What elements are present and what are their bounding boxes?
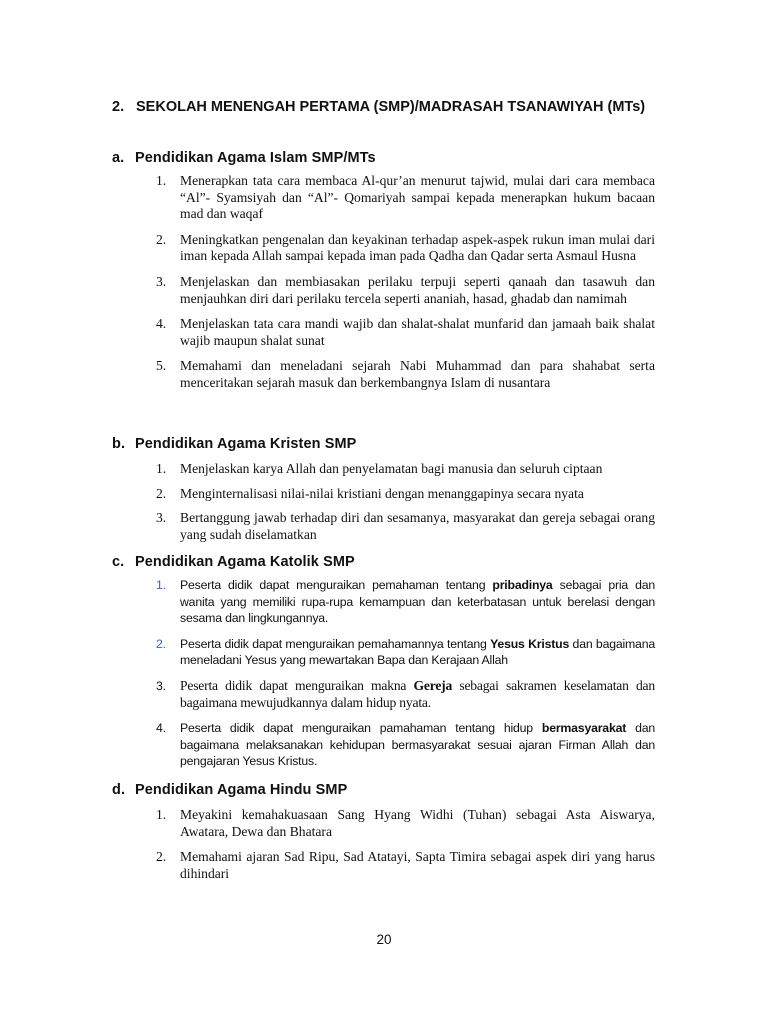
item-number: 2.	[156, 231, 167, 247]
page-number: 20	[376, 932, 392, 947]
item-number: 2.	[156, 849, 167, 865]
item-text: Memahami ajaran Sad Ripu, Sad Atatayi, Sapta Timira sebagai aspek diri yang harus dihindari	[180, 849, 655, 881]
item-text-pre: Peserta didik dapat menguraikan pemahaman tentang	[180, 578, 493, 592]
item-list	[112, 173, 672, 392]
section-title	[112, 435, 672, 453]
section-islam	[112, 149, 672, 392]
item-text: Meyakini kemahakuasaan Sang Hyang Widhi (Tuhan) sebagai Asta Aiswarya, Awatara, Dewa dan Bhatara	[180, 807, 655, 839]
section-label: Pendidikan Agama Hindu SMP	[135, 782, 348, 798]
list-item	[112, 849, 655, 882]
list-item	[112, 577, 655, 627]
item-text: Menjelaskan karya Allah dan penyelamatan bagi manusia dan seluruh ciptaan	[180, 461, 603, 476]
item-number: 1.	[156, 173, 167, 188]
section-letter: b.	[112, 436, 126, 452]
item-number: 1.	[156, 807, 167, 822]
list-item	[112, 316, 655, 349]
item-text: Menjelaskan dan membiasakan perilaku terpuji seperti qanaah dan tasawuh dan menjauhkan diri dari perilaku tercela seperti ananiah, hasad, ghadab dan namimah	[180, 273, 655, 306]
list-item	[112, 461, 655, 478]
item-text: Menjelaskan tata cara mandi wajib dan shalat-shalat munfarid dan jamaah baik shalat wajib maupun shalat sunat	[180, 316, 655, 348]
item-text-pre: Peserta didik dapat menguraikan pemahamannya tentang	[180, 636, 491, 651]
item-list	[112, 461, 672, 543]
item-text-post: sebagai sakramen keselamatan dan bagaimana mewujudkannya dalam hidup nyata.	[180, 677, 655, 710]
section-letter: c.	[112, 554, 125, 570]
item-text: Menginternalisasi nilai-nilai kristiani dengan menanggapinya secara nyata	[180, 485, 584, 501]
item-text-pre: Peserta didik dapat menguraikan makna	[180, 677, 414, 693]
list-item	[112, 486, 655, 503]
list-item	[112, 173, 655, 223]
section-title	[112, 553, 672, 571]
item-text-bold: bermasyarakat	[541, 721, 627, 736]
item-number: 3.	[156, 273, 167, 289]
item-text: Memahami dan meneladani sejarah Nabi Muhammad dan para shahabat serta menceritakan sejarah masuk dan berkembangnya Islam di nusantara	[180, 358, 655, 390]
heading-text: SEKOLAH MENENGAH PERTAMA (SMP)/MADRASAH TSANAWIYAH (MTs)	[136, 99, 646, 115]
item-text: Meningkatkan pengenalan dan keyakinan terhadap aspek-aspek rukun iman mulai dari iman kepada Allah sampai kepada iman pada Qadha dan Qadar serta Asmaul Husna	[180, 231, 655, 264]
list-item	[112, 358, 655, 391]
section-letter: d.	[112, 782, 126, 798]
item-number: 4.	[156, 316, 167, 332]
item-number: 2.	[156, 636, 166, 651]
section-label: Pendidikan Agama Islam SMP/MTs	[135, 150, 376, 166]
section-title	[112, 781, 672, 799]
section-hindu	[112, 781, 672, 882]
heading-number: 2.	[112, 99, 125, 115]
item-text-pre: Peserta didik dapat menguraikan pamahaman tentang hidup	[180, 721, 542, 736]
list-item	[112, 274, 655, 307]
item-text-bold: Yesus Kristus	[490, 636, 570, 651]
item-list	[112, 807, 672, 882]
item-number: 1.	[156, 461, 167, 476]
item-text-bold: Gereja	[413, 677, 453, 693]
item-text: Bertanggung jawab terhadap diri dan sesamanya, masyarakat dan gereja sebagai orang yang sudah diselamatkan	[180, 510, 655, 542]
item-text-bold: pribadinya	[492, 578, 553, 592]
item-number: 5.	[156, 358, 167, 374]
list-item	[112, 232, 655, 265]
section-label: Pendidikan Agama Katolik SMP	[135, 554, 355, 570]
section-katolik	[112, 553, 672, 770]
list-item	[112, 510, 655, 543]
section-kristen	[112, 435, 672, 543]
list-item	[112, 678, 655, 711]
item-number: 3.	[156, 510, 167, 526]
section-title	[112, 149, 672, 167]
item-text-post: dan bagaimana melaksanakan kehidupan bermasyarakat sesuai ajaran Firman Allah dan pengajaran Yesus Kristus.	[180, 721, 655, 769]
list-item	[112, 807, 655, 840]
item-number: 3.	[156, 678, 166, 693]
section-label: Pendidikan Agama Kristen SMP	[135, 436, 357, 452]
item-text-post: dan bagaimana meneladani Yesus yang mewartakan Bapa dan Kerajaan Allah	[180, 636, 655, 668]
item-text: Menerapkan tata cara membaca Al-qur’an menurut tajwid, mulai dari cara membaca “Al”- Syamsiyah dan “Al”- Qomariyah sampai kepada menerapkan hukum bacaan mad dan waqaf	[180, 173, 655, 222]
item-text-post: sebagai pria dan wanita yang memiliki rupa-rupa kemampuan dan keterbatasan untuk berelasi dengan sesama dan lingkungannya.	[180, 578, 656, 626]
item-number: 4.	[156, 721, 166, 736]
item-number: 2.	[156, 485, 167, 501]
list-item	[112, 720, 655, 770]
section-letter: a.	[112, 150, 125, 166]
item-list	[112, 577, 672, 770]
main-heading	[112, 95, 672, 120]
item-number: 1.	[156, 578, 166, 592]
list-item	[112, 636, 655, 669]
